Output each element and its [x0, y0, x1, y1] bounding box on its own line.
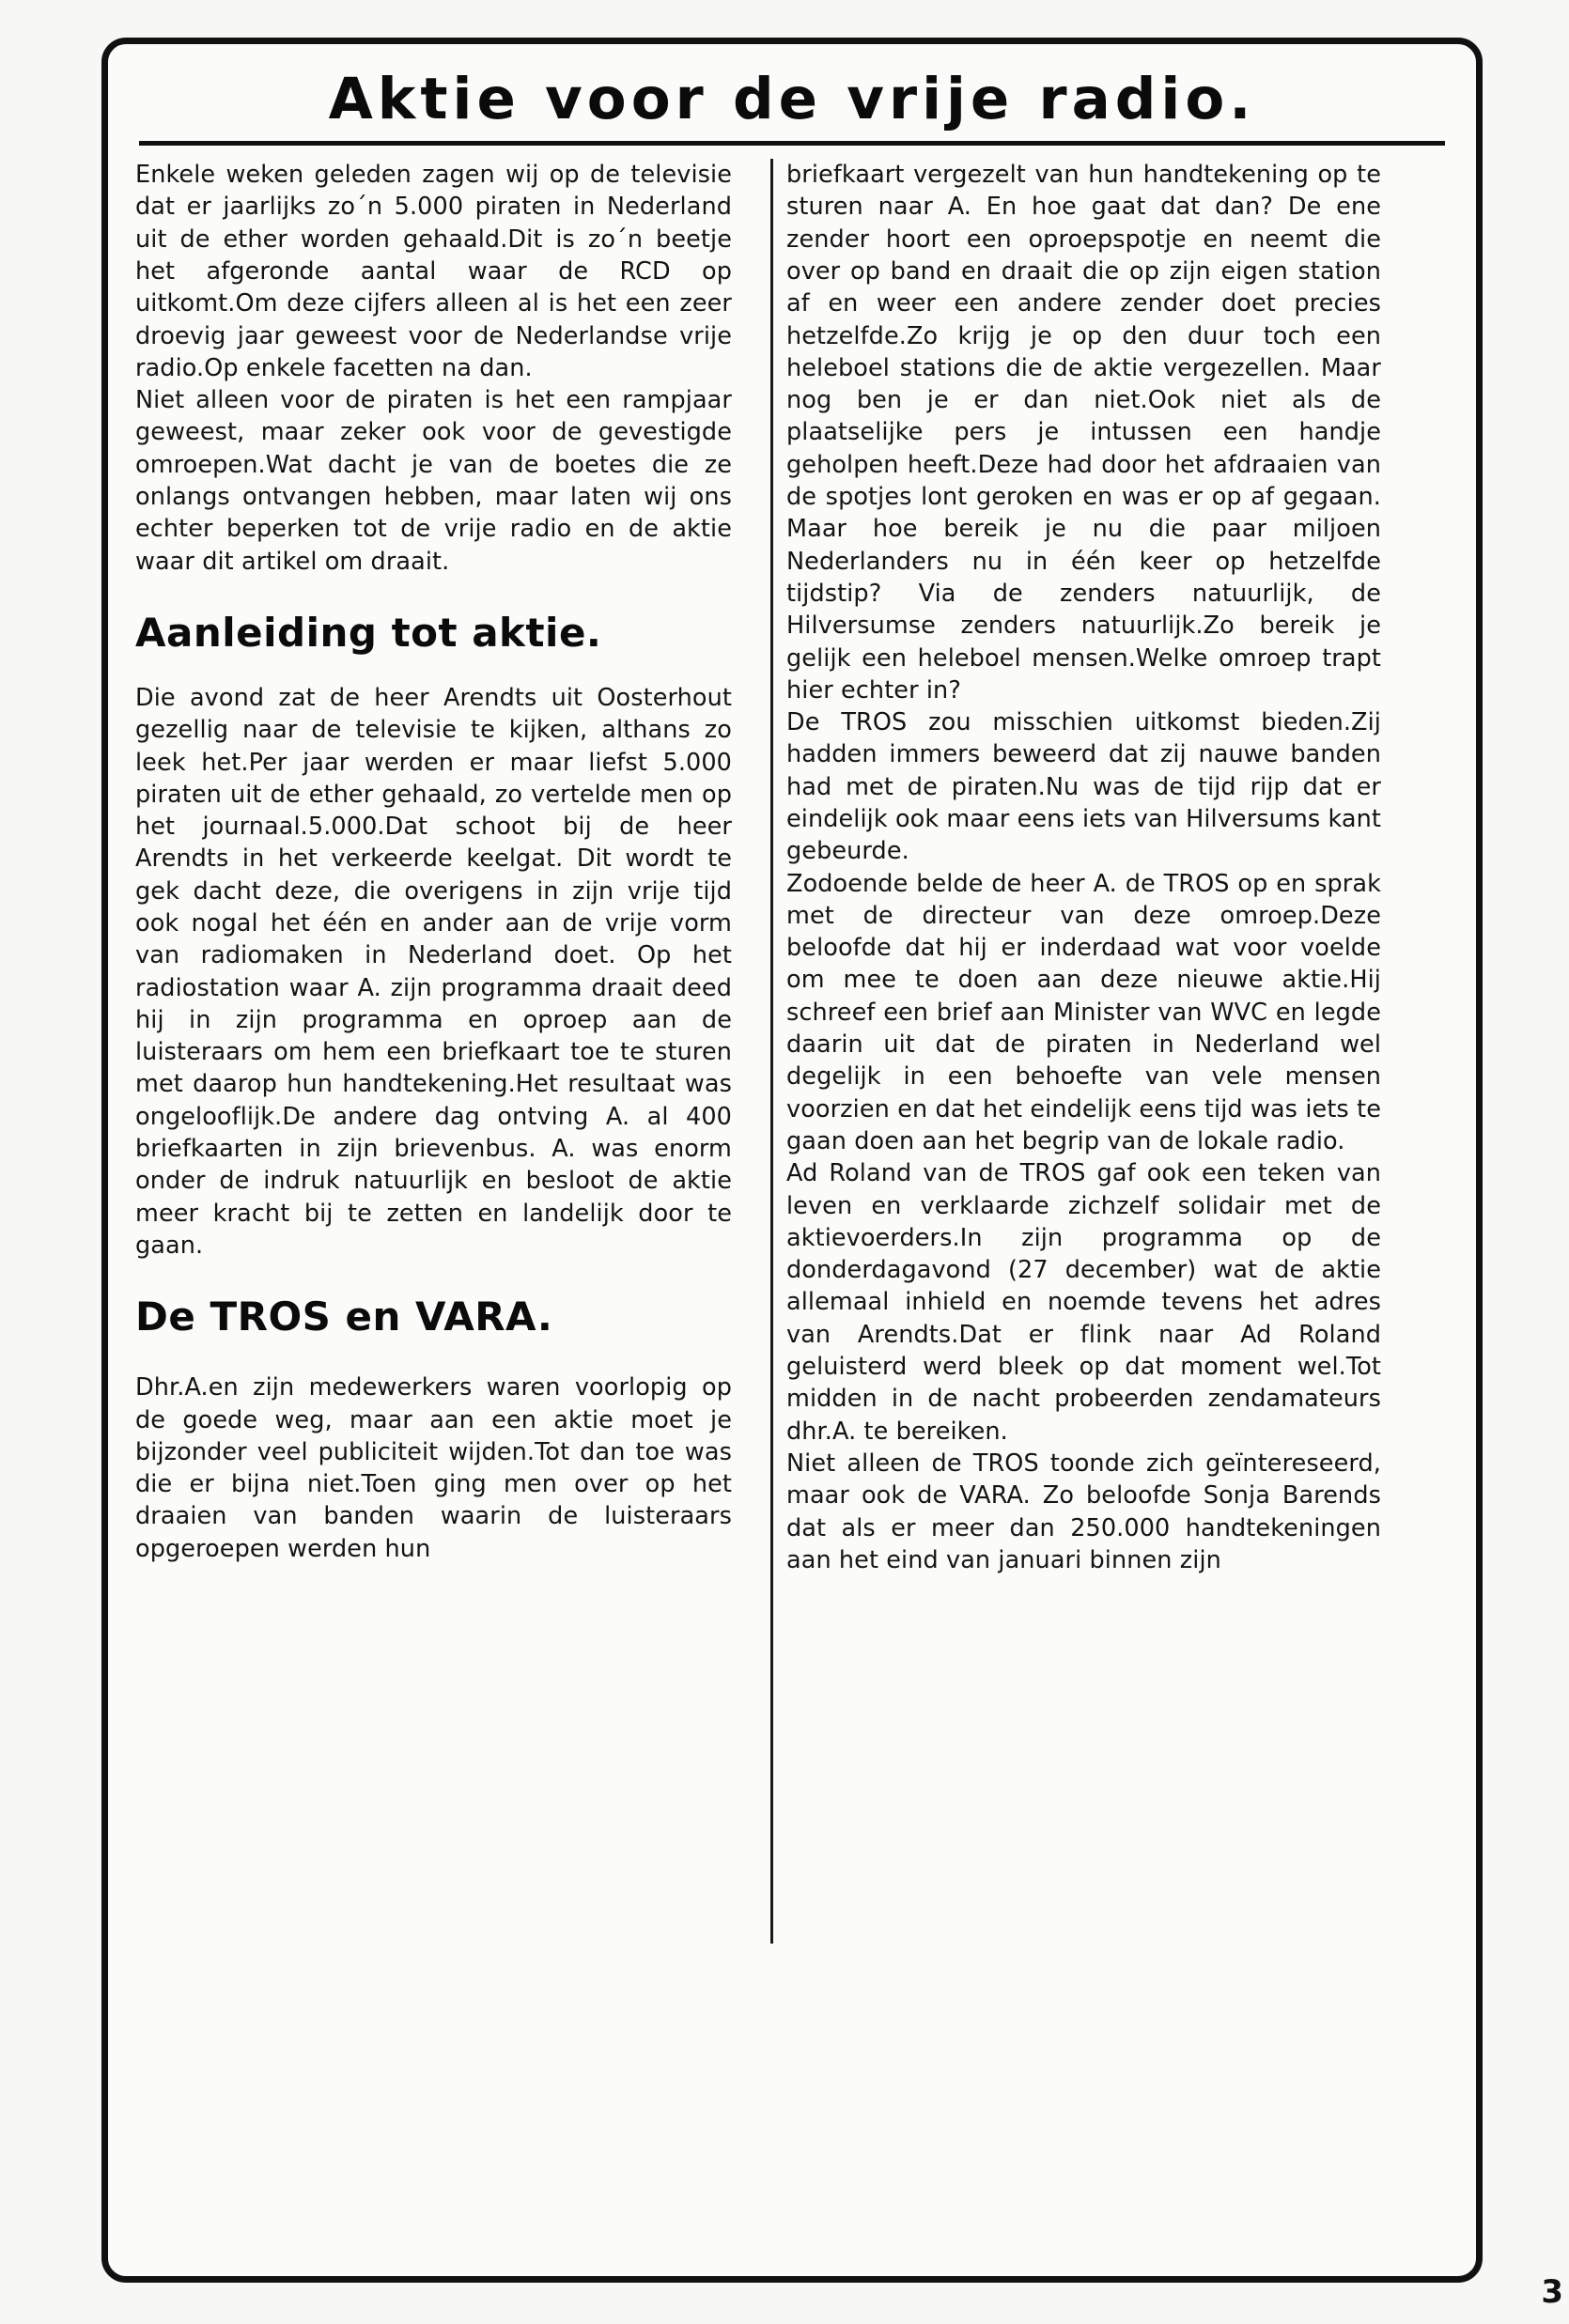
page-number: 3 — [1541, 2273, 1563, 2311]
subheading-tros-vara: De TROS en VARA. — [135, 1294, 553, 1340]
article-columns — [135, 159, 1449, 1576]
left-column — [135, 159, 758, 1576]
headline-rule — [139, 141, 1445, 146]
left-paragraph-2: Niet alleen voor de piraten is het een rampjaar geweest, maar zeker ook voor de gevestigde omroepen.Wat dacht je van de boetes die ze onlangs ontvangen hebben, maar laten wij ons echter beperken tot de vrije radio en de aktie waar dit artikel om draait. — [135, 386, 732, 576]
column-divider — [770, 159, 773, 1944]
left-paragraph-1: Enkele weken geleden zagen wij op de televisie dat er jaarlijks zo´n 5.000 piraten in Nederland uit de ether worden gehaald.Dit is zo´n beetje het afgeronde aantal waar de RCD op uitkomt.Om deze cijfers alleen al is het een zeer droevig jaar geweest voor de Nederlandse vrije radio.Op enkele facetten na dan. — [135, 161, 732, 382]
right-paragraph-2: De TROS zou misschien uitkomst bieden.Zij hadden immers beweerd dat zij nauwe banden had met de piraten.Nu was de tijd rijp dat er eindelijk ook maar eens iets van Hilversums kant gebeurde. — [786, 708, 1381, 866]
page-content — [111, 47, 1473, 2273]
right-paragraph-5: Niet alleen de TROS toonde zich geïntereseerd, maar ook de VARA. Zo beloofde Sonja Barends dat als er meer dan 250.000 handtekeningen aan het eind van januari binnen zijn — [786, 1449, 1381, 1574]
right-column — [758, 159, 1381, 1576]
right-paragraph-4: Ad Roland van de TROS gaf ook een teken van leven en verklaarde zichzelf solidair met de aktievoerders.In zijn programma op de donderdagavond (27 december) wat de aktie allemaal inhield en noemde tevens het adres van Arendts.Dat er flink naar Ad Roland geluisterd werd bleek op dat moment wel.Tot midden in de nacht probeerden zendamateurs dhr.A. te bereiken. — [786, 1159, 1381, 1446]
article-headline: Aktie voor de vrije radio. — [328, 66, 1256, 132]
right-paragraph-1: briefkaart vergezelt van hun handtekening op te sturen naar A. En hoe gaat dat dan? De ene zender hoort een oproepspotje en neemt die over op band en draait die op zijn eigen station af en weer een andere zender doet precies hetzelfde.Zo krijg je op den duur toch een heleboel stations die de aktie vergezellen. Maar nog ben je er dan niet.Ook niet als de plaatselijke pers je intussen een handje geholpen heeft.Deze had door het afdraaien van de spotjes lont geroken en was er op af gegaan. Maar hoe bereik je nu die paar miljoen Nederlanders nu in één keer op hetzelfde tijdstip? Via de zenders natuurlijk, de Hilversumse zenders natuurlijk.Zo bereik je gelijk een heleboel mensen.Welke omroep trapt hier echter in? — [786, 161, 1381, 705]
subheading-aanleiding: Aanleiding tot aktie. — [135, 609, 602, 656]
right-paragraph-3: Zodoende belde de heer A. de TROS op en sprak met de directeur van deze omroep.Deze beloofde dat hij er inderdaad wat voor voelde om mee te doen aan deze nieuwe aktie.Hij schreef een brief aan Minister van WVC en legde daarin uit dat de piraten in Nederland wel degelijk in een behoefte van vele mensen voorzien en dat het eindelijk eens tijd was iets te gaan doen aan het begrip van de lokale radio. — [786, 869, 1381, 1155]
left-paragraph-3: Die avond zat de heer Arendts uit Oosterhout gezellig naar de televisie te kijken, althans zo leek het.Per jaar werden er maar liefst 5.000 piraten uit de ether gehaald, zo vertelde men op het journaal.5.000.Dat schoot bij de heer Arendts in het verkeerde keelgat. Dit wordt te gek dacht deze, die overigens in zijn vrije tijd ook nogal het één en ander aan de vrije vorm van radiomaken in Nederland doet. Op het radiostation waar A. zijn programma draait deed hij in zijn programma en oproep aan de luisteraars om hem een briefkaart toe te sturen met daarop hun handtekening.Het resultaat was ongelooflijk.De andere dag ontving A. al 400 briefkaarten in zijn brievenbus. A. was enorm onder de indruk natuurlijk en besloot de aktie meer kracht bij te zetten en landelijk door te gaan. — [135, 683, 732, 1260]
left-paragraph-4: Dhr.A.en zijn medewerkers waren voorlopig op de goede weg, maar aan een aktie moet je bijzonder veel publiciteit wijden.Tot dan toe was die er bijna niet.Toen ging men over op het draaien van banden waarin de luisteraars opgeroepen werden hun — [135, 1373, 732, 1563]
